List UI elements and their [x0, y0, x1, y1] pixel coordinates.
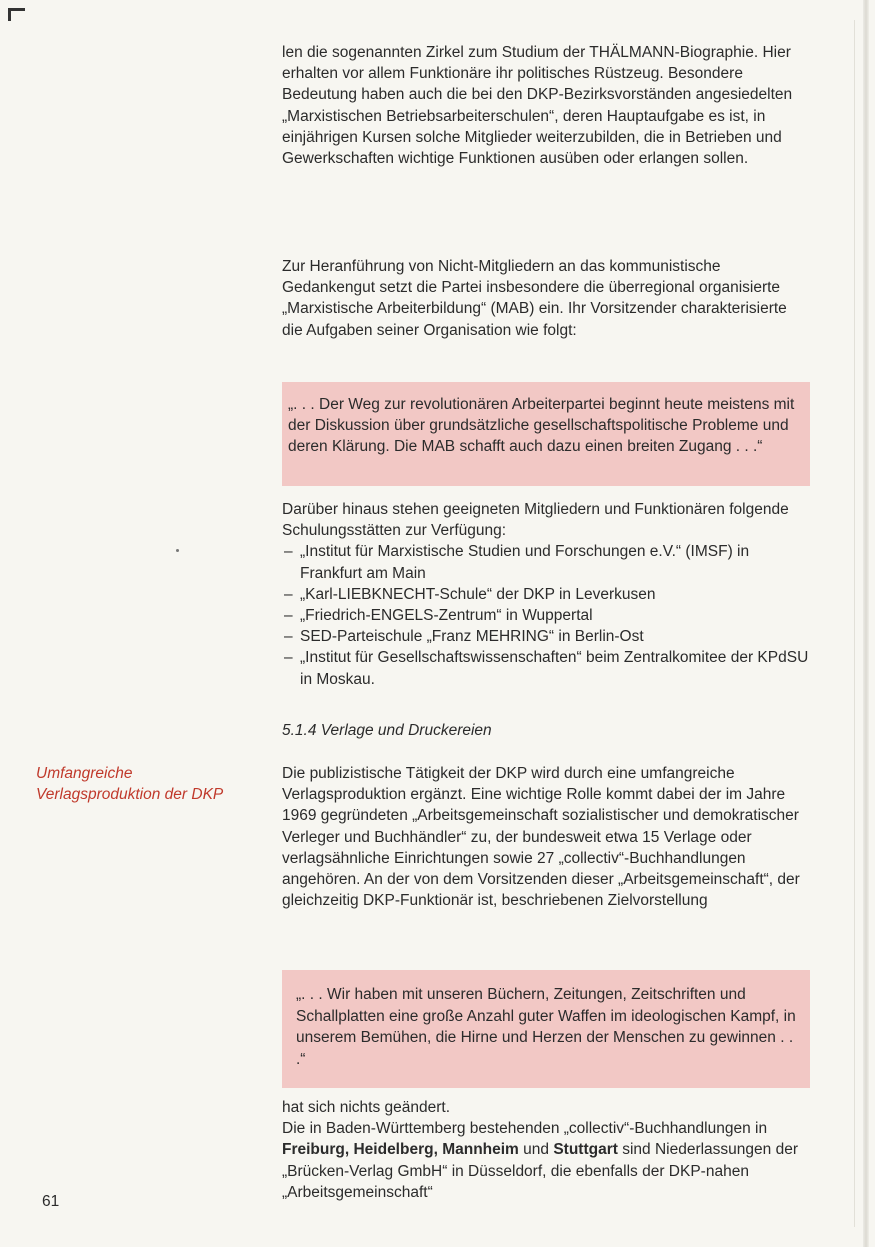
cities-bold-1: Freiburg, Heidelberg, Mannheim — [282, 1141, 519, 1159]
list-item: – „Institut für Gesellschaftswissenschaften“ beim Zentralkomitee der KPdSU in Moskau. — [282, 647, 810, 689]
paragraph-1: len die sogenannten Zirkel zum Studium der THÄLMANN-Biographie. Hier erhalten vor allem Funktionäre ihr politisches Rüstzeug. Besondere Bedeutung haben auch die bei den DKP-Bezirksvorständen angesiedelten „Marxistischen Betriebsarbeiterschulen“, deren Hauptaufgabe es ist, in einjährigen Kursen solche Mitglieder weiterzubilden, die in Betrieben und Gewerkschaften wichtige Funktionen ausüben oder erlangen sollen. — [282, 44, 793, 168]
paragraph-5-line-1: hat sich nichts geändert. — [282, 1099, 451, 1116]
paragraph-5-und: und — [518, 1141, 554, 1159]
list-item: – SED-Parteischule „Franz MEHRING“ in Berlin-Ost — [282, 626, 810, 647]
quote-mab: „. . . Der Weg zur revolutionären Arbeiterpartei beginnt heute meistens mit der Diskussion über grundsätzliche gesellschaftspolitische Probleme und deren Klärung. Die MAB schafft auch dazu einen breiten Zugang . . .“ — [282, 382, 810, 486]
paragraph-5-text-a: Die in Baden-Württemberg bestehenden „collectiv“-Buchhandlungen in — [282, 1120, 768, 1138]
paragraph-3: Darüber hinaus stehen geeigneten Mitgliedern und Funktionären folgende Schulungsstätten zur Verfügung: — [282, 501, 789, 540]
margin-note: Umfangreiche Verlagsproduktion der DKP — [36, 765, 224, 804]
cities-bold-2: Stuttgart — [553, 1141, 618, 1159]
paragraph-3-block — [282, 499, 810, 690]
corner-crop-mark — [8, 8, 25, 21]
schools-list — [282, 541, 810, 689]
speck — [176, 549, 179, 552]
paragraph-2: Zur Heranführung von Nicht-Mitgliedern an das kommunistische Gedankengut setzt die Partei insbesondere die überregional organisierte „Marxistische Arbeiterbildung“ (MAB) ein. Ihr Vorsitzender charakterisierte die Aufgaben seiner Organisation wie folgt: — [282, 258, 787, 339]
page-number: 61 — [42, 1193, 60, 1210]
quote-verleger: „. . . Wir haben mit unseren Büchern, Zeitungen, Zeitschriften und Schallplatten eine große Anzahl guter Waffen im ideologischen Kampf, in unserem Bemühen, die Hirne und Herzen der Menschen zu gewinnen . . .“ — [282, 970, 810, 1088]
paragraph-5 — [282, 1118, 810, 1203]
paragraph-4: Die publizistische Tätigkeit der DKP wird durch eine umfangreiche Verlagsproduktion ergänzt. Eine wichtige Rolle kommt dabei der im Jahre 1969 gegründeten „Arbeitsgemeinschaft sozialistischer und demokratischer Verleger und Buchhändler“ zu, der bundesweit etwa 15 Verlage oder verlagsähnliche Einrichtungen sowie 27 „collectiv“-Buchhandlungen angehören. An der von dem Vorsitzenden dieser „Arbeitsgemeinschaft“, der gleichzeitig DKP-Funktionär ist, beschriebenen Zielvorstellung — [282, 765, 800, 910]
page-edge-line — [854, 20, 855, 1227]
page-edge-shadow — [863, 0, 869, 1247]
section-heading: 5.1.4 Verlage und Druckereien — [282, 722, 492, 739]
list-item: – „Institut für Marxistische Studien und Forschungen e.V.“ (IMSF) in Frankfurt am Main — [282, 541, 810, 583]
list-item: – „Karl-LIEBKNECHT-Schule“ der DKP in Leverkusen — [282, 584, 810, 605]
list-item: – „Friedrich-ENGELS-Zentrum“ in Wuppertal — [282, 605, 810, 626]
paragraph-5-block — [282, 1097, 810, 1203]
paragraph-5-text-c: sind Niederlassungen der „Brücken-Verlag GmbH“ in Düsseldorf, die ebenfalls der DKP-nahen „Arbeitsgemeinschaft“ — [282, 1141, 798, 1201]
